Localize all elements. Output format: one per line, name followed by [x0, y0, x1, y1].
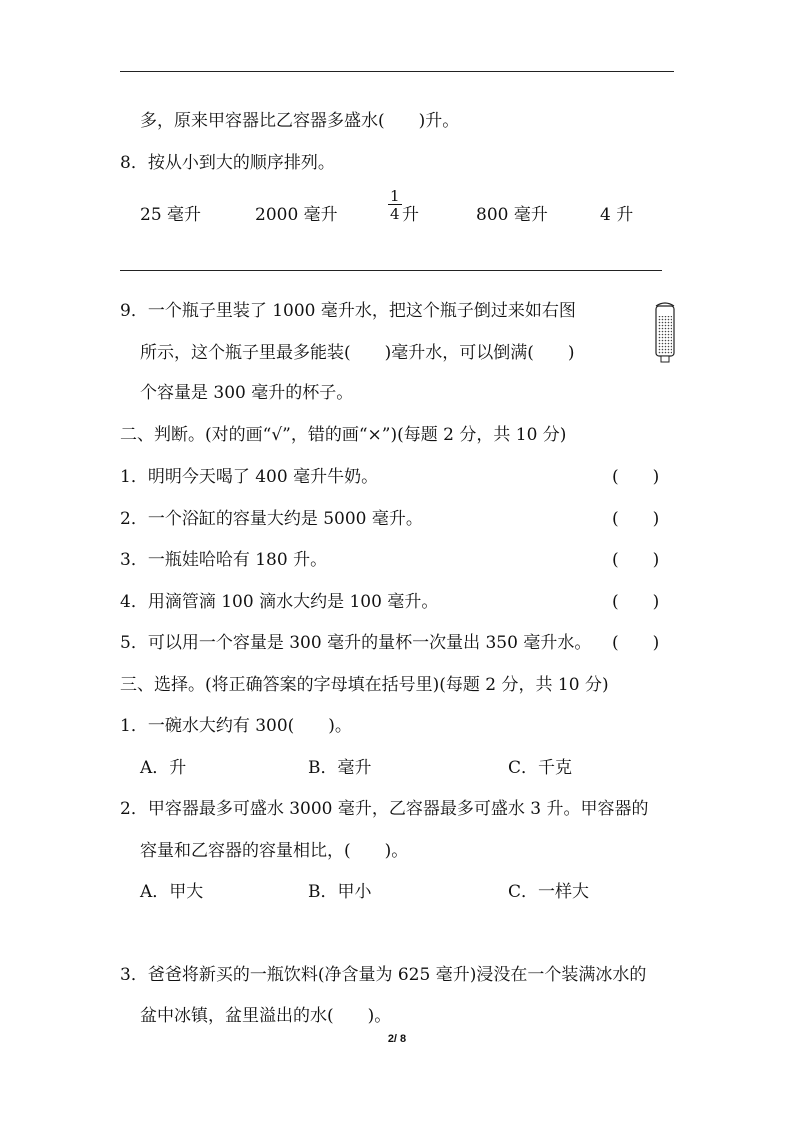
- bottle-illustration-icon: [652, 300, 678, 364]
- choice-q2-option-b[interactable]: B．甲小: [308, 882, 372, 902]
- section-2-title: 二、判断。(对的画“√”，错的画“×”)(每题 2 分，共 10 分): [120, 425, 567, 445]
- q8-item-1: 25 毫升: [140, 205, 202, 225]
- page-number: 2/ 8: [387, 1033, 407, 1045]
- q8-answer-line[interactable]: [120, 270, 662, 271]
- section-3-title: 三、选择。(将正确答案的字母填在括号里)(每题 2 分，共 10 分): [120, 675, 609, 695]
- judge-item-1: 1．明明今天喝了 400 毫升牛奶。: [120, 467, 379, 487]
- judge-item-4: 4．用滴管滴 100 滴水大约是 100 毫升。: [120, 592, 439, 612]
- choice-q1-option-c[interactable]: C．千克: [508, 758, 573, 778]
- q8-fraction: [388, 189, 402, 222]
- choice-q2-option-c[interactable]: C．一样大: [508, 882, 590, 902]
- choice-q1: 1．一碗水大约有 300( )。: [120, 716, 352, 736]
- judge-answer-2[interactable]: ( ): [612, 509, 660, 529]
- q8-item-3-unit: 升: [402, 205, 419, 225]
- judge-answer-3[interactable]: ( ): [612, 550, 660, 570]
- q9-line-3: 个容量是 300 毫升的杯子。: [140, 383, 354, 403]
- judge-item-5: 5．可以用一个容量是 300 毫升的量杯一次量出 350 毫升水。: [120, 633, 592, 653]
- judge-answer-1[interactable]: ( ): [612, 467, 660, 487]
- choice-q3-line-2: 盆中冰镇，盆里溢出的水( )。: [140, 1006, 392, 1026]
- fraction-denominator: 4: [390, 205, 400, 223]
- judge-item-2: 2．一个浴缸的容量大约是 5000 毫升。: [120, 509, 423, 529]
- q9-line-2: 所示，这个瓶子里最多能装( )毫升水，可以倒满( ): [140, 343, 575, 363]
- fraction-numerator: 1: [390, 187, 400, 205]
- q8-question: 8．按从小到大的顺序排列。: [120, 153, 335, 173]
- judge-answer-5[interactable]: ( ): [612, 633, 660, 653]
- choice-q3-line-1: 3．爸爸将新买的一瓶饮料(净含量为 625 毫升)浸没在一个装满冰水的: [120, 965, 647, 985]
- choice-q2-option-a[interactable]: A．甲大: [140, 882, 204, 902]
- choice-q2-line-1: 2．甲容器最多可盛水 3000 毫升，乙容器最多可盛水 3 升。甲容器的: [120, 799, 649, 819]
- choice-q2-line-2: 容量和乙容器的容量相比，( )。: [140, 841, 409, 861]
- q8-item-2: 2000 毫升: [255, 205, 338, 225]
- q7-tail: 多，原来甲容器比乙容器多盛水( )升。: [140, 111, 460, 131]
- choice-q1-option-a[interactable]: A．升: [140, 758, 187, 778]
- judge-item-3: 3．一瓶娃哈哈有 180 升。: [120, 550, 328, 570]
- q8-item-5: 4 升: [600, 205, 634, 225]
- choice-q1-option-b[interactable]: B．毫升: [308, 758, 372, 778]
- q9-line-1: 9．一个瓶子里装了 1000 毫升水，把这个瓶子倒过来如右图: [120, 301, 576, 321]
- q8-item-4: 800 毫升: [476, 205, 548, 225]
- judge-answer-4[interactable]: ( ): [612, 592, 660, 612]
- top-rule: [120, 71, 674, 72]
